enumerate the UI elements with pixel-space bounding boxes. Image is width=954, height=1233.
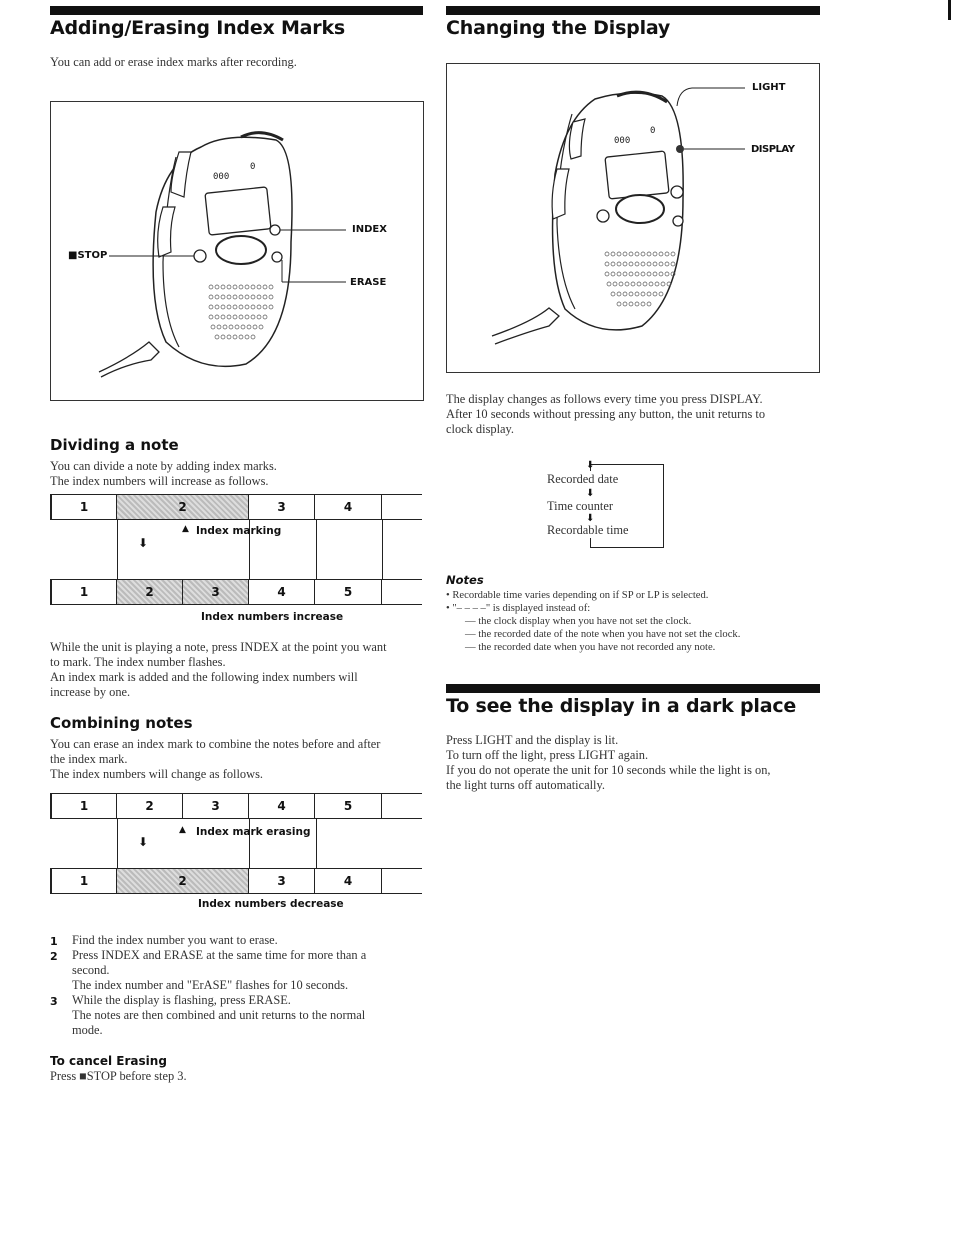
index-cell-new: 3 xyxy=(183,579,249,605)
note-sub-1: — the clock display when you have not set the clock. xyxy=(465,616,692,627)
dark-body-1: Press LIGHT and the display is lit. xyxy=(446,733,619,747)
step-2-line-2: second. xyxy=(72,963,110,977)
increase-caption: Index numbers increase xyxy=(201,611,344,623)
index-marking-label: Index marking xyxy=(196,525,282,537)
section-rule xyxy=(446,684,820,693)
note-sub-2: — the recorded date of the note when you have not set the clock. xyxy=(465,629,741,640)
combining-row-bottom xyxy=(50,868,422,894)
stop-label: ■STOP xyxy=(68,250,108,261)
index-cell: 1 xyxy=(50,868,117,894)
dark-body-3: If you do not operate the unit for 10 seconds while the light is on, xyxy=(446,763,771,777)
index-cell: 4 xyxy=(249,579,315,605)
display-body-1: The display changes as follows every time you press DISPLAY. xyxy=(446,392,763,406)
index-cell: 2 xyxy=(117,793,183,819)
step-number: 2 xyxy=(50,950,58,963)
index-cell: 4 xyxy=(249,793,315,819)
device-display-digits: 000 xyxy=(614,136,631,146)
index-cell: 1 xyxy=(50,579,117,605)
combining-line-3: The index numbers will change as follows. xyxy=(50,767,264,781)
dividing-body-4: increase by one. xyxy=(50,685,131,699)
grid-line xyxy=(316,819,317,868)
index-cell-continuation xyxy=(382,793,422,819)
step-number: 1 xyxy=(50,935,58,948)
step-3-line-1: While the display is flashing, press ERASE. xyxy=(72,993,291,1007)
cycle-item-recordable-time: Recordable time xyxy=(547,523,629,537)
cycle-item-recorded-date: Recorded date xyxy=(547,472,619,486)
notes-heading: Notes xyxy=(446,573,484,587)
cycle-item-time-counter: Time counter xyxy=(547,499,613,513)
step-2-line-1: Press INDEX and ERASE at the same time for more than a xyxy=(72,948,367,962)
step-3-line-3: mode. xyxy=(72,1023,103,1037)
index-cell: 1 xyxy=(50,494,117,520)
cancel-heading: To cancel Erasing xyxy=(50,1054,167,1068)
display-label: DISPLAY xyxy=(751,144,795,155)
down-arrow-icon: ⬇ xyxy=(586,460,595,471)
device-display-zero: 0 xyxy=(250,162,256,172)
combining-line-2: the index mark. xyxy=(50,752,128,766)
figure-display-light xyxy=(446,63,820,373)
index-cell: 3 xyxy=(249,494,315,520)
index-cell: 5 xyxy=(315,579,382,605)
recorder-illustration-2 xyxy=(447,64,819,372)
combining-heading: Combining notes xyxy=(50,714,193,732)
down-arrow-icon: ⬇ xyxy=(138,536,149,550)
intro-text: You can add or erase index marks after recording. xyxy=(50,55,297,69)
erase-label: ERASE xyxy=(350,277,387,288)
index-cell: 5 xyxy=(315,793,382,819)
dividing-heading: Dividing a note xyxy=(50,436,179,454)
cycle-loop-stub xyxy=(590,538,591,548)
page-title-left: Adding/Erasing Index Marks xyxy=(50,17,346,39)
step-number: 3 xyxy=(50,995,58,1008)
index-cell-combined: 2 xyxy=(117,868,249,894)
index-cell-continuation xyxy=(382,579,422,605)
dividing-row-bottom xyxy=(50,579,422,605)
combining-row-top xyxy=(50,793,422,819)
up-triangle-icon: ▲ xyxy=(179,825,186,835)
up-triangle-icon: ▲ xyxy=(182,524,189,534)
note-1: • Recordable time varies depending on if SP or LP is selected. xyxy=(446,590,709,601)
step-1-line-1: Find the index number you want to erase. xyxy=(72,933,278,947)
dark-title: To see the display in a dark place xyxy=(446,695,797,717)
dividing-body-3: An index mark is added and the following index numbers will xyxy=(50,670,358,684)
down-arrow-icon: ⬇ xyxy=(586,513,595,524)
grid-line xyxy=(117,819,118,868)
down-arrow-icon: ⬇ xyxy=(586,488,595,499)
title-rule-right xyxy=(446,6,820,15)
title-rule-left xyxy=(50,6,423,15)
index-cell: 3 xyxy=(249,868,315,894)
index-cell-marked: 2 xyxy=(117,494,249,520)
dark-body-4: the light turns off automatically. xyxy=(446,778,605,792)
dividing-line-2: The index numbers will increase as follows. xyxy=(50,474,269,488)
dividing-line-1: You can divide a note by adding index marks. xyxy=(50,459,277,473)
display-body-3: clock display. xyxy=(446,422,515,436)
combining-line-1: You can erase an index mark to combine the notes before and after xyxy=(50,737,381,751)
index-cell: 4 xyxy=(315,494,382,520)
light-label: LIGHT xyxy=(752,82,786,93)
index-cell-new: 2 xyxy=(117,579,183,605)
index-label: INDEX xyxy=(352,224,387,235)
page-edge-mark xyxy=(948,0,951,20)
grid-line xyxy=(316,520,317,579)
index-erasing-label: Index mark erasing xyxy=(196,826,311,838)
grid-line xyxy=(117,520,118,579)
index-cell: 4 xyxy=(315,868,382,894)
device-display-digits: 000 xyxy=(213,172,230,182)
decrease-caption: Index numbers decrease xyxy=(198,898,344,910)
device-display-zero: 0 xyxy=(650,126,656,136)
down-arrow-icon: ⬇ xyxy=(138,835,149,849)
index-cell: 1 xyxy=(50,793,117,819)
display-body-2: After 10 seconds without pressing any button, the unit returns to xyxy=(446,407,766,421)
grid-line xyxy=(382,520,383,579)
step-3-line-2: The notes are then combined and unit returns to the normal xyxy=(72,1008,366,1022)
cancel-text: Press ■STOP before step 3. xyxy=(50,1069,187,1083)
dividing-body-2: to mark. The index number flashes. xyxy=(50,655,226,669)
page-title-right: Changing the Display xyxy=(446,17,671,39)
note-sub-3: — the recorded date when you have not recorded any note. xyxy=(465,642,716,653)
dividing-row-top xyxy=(50,494,422,520)
note-2: • "– – – –" is displayed instead of: xyxy=(446,603,591,614)
dividing-body-1: While the unit is playing a note, press INDEX at the point you want xyxy=(50,640,387,654)
dark-body-2: To turn off the light, press LIGHT again. xyxy=(446,748,649,762)
index-cell: 3 xyxy=(183,793,249,819)
index-cell-continuation xyxy=(382,868,422,894)
index-cell-continuation xyxy=(382,494,422,520)
step-2-line-3: The index number and "ErASE" flashes for 10 seconds. xyxy=(72,978,349,992)
